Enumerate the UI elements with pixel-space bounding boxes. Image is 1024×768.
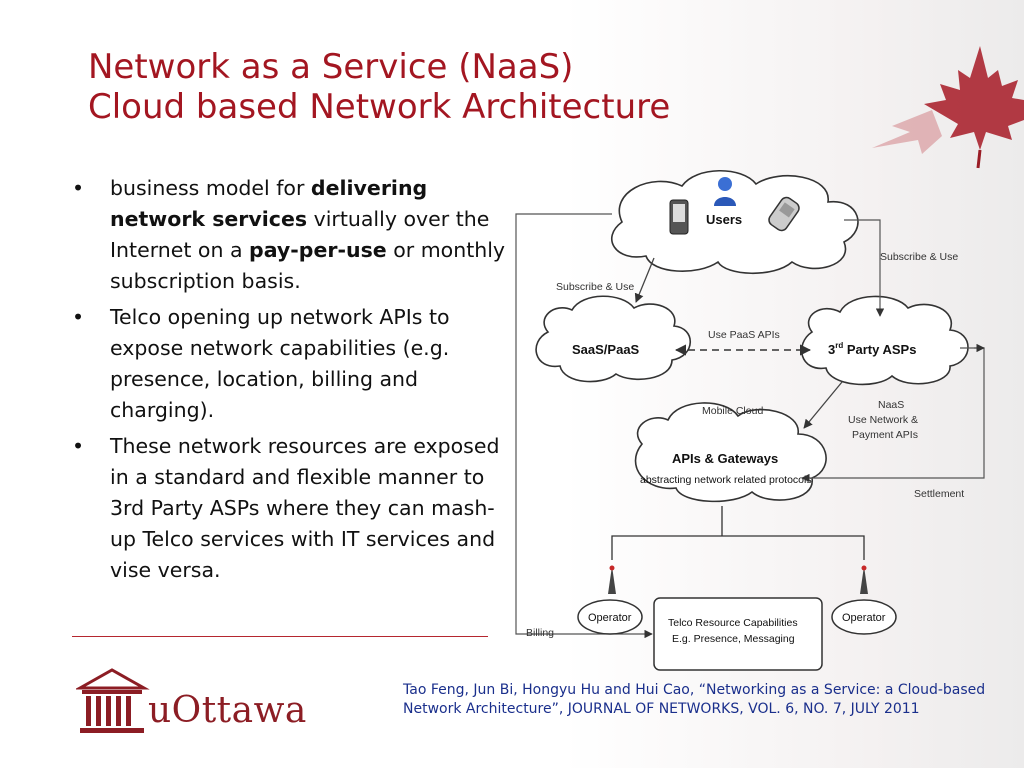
operator-left-label: Operator (588, 612, 632, 624)
third-party-asps-label: 3rd Party ASPs (828, 341, 917, 357)
bullet-text: business model for (110, 176, 311, 200)
bullet-item: • These network resources are exposed in a standard and flexible manner to 3rd Party ASPs where they can mash-up Telco services with IT services and vise versa. (72, 431, 512, 586)
uottawa-wordmark: uOttawa (148, 690, 307, 731)
maple-leaf-icon (862, 40, 1024, 170)
naas-arrow (804, 382, 842, 428)
billing-connector (516, 214, 652, 634)
apis-gateways-label: APIs & Gateways (672, 451, 779, 466)
subscribe-left-arrow (636, 258, 654, 302)
third-party-asps-cloud (802, 296, 968, 384)
billing-label: Billing (526, 627, 555, 639)
settlement-label: Settlement (914, 488, 965, 500)
divider-line (72, 636, 488, 637)
telco-resource-label-1: Telco Resource Capabilities (668, 617, 798, 629)
title-line-1: Network as a Service (NaaS) (88, 47, 574, 87)
bullet-list (72, 173, 512, 591)
saas-paas-label: SaaS/PaaS (572, 342, 640, 357)
apis-gateways-sublabel: abstracting network related protocols (640, 474, 812, 486)
naas-label-2: Use Network & (848, 414, 919, 426)
bullet-item (72, 173, 512, 297)
use-paas-label: Use PaaS APIs (708, 329, 780, 341)
bullet-bold-text: pay-per-use (249, 238, 387, 262)
subscribe-right-label: Subscribe & Use (880, 251, 959, 263)
naas-label: NaaS (878, 399, 905, 411)
subscribe-left-label: Subscribe & Use (556, 281, 635, 293)
bullet-text: virtually over the Internet on a (110, 207, 490, 262)
bullet-text: or monthly subscription basis. (110, 238, 506, 293)
operator-tree (612, 506, 864, 560)
citation-text: Tao Feng, Jun Bi, Hongyu Hu and Hui Cao, “Networking as a Service: a Cloud-based Network Architecture”, JOURNAL OF NETWORKS, VOL. 6, NO. 7, JULY 2011 (403, 682, 986, 717)
antenna-icon (608, 566, 616, 595)
telco-resource-label-2: E.g. Presence, Messaging (672, 633, 795, 645)
operator-right-label: Operator (842, 612, 886, 624)
naas-label-3: Payment APIs (852, 429, 918, 441)
antenna-icon (860, 566, 868, 595)
users-label: Users (706, 212, 743, 227)
naas-architecture-diagram (512, 162, 990, 674)
bullet-bold-text: delivering network services (110, 176, 428, 231)
slide-title (88, 47, 848, 127)
bullet-item: • Telco opening up network APIs to expose network capabilities (e.g. presence, location, billing and charging). (72, 302, 512, 426)
saas-paas-cloud (536, 296, 690, 381)
title-line-2: Cloud based Network Architecture (88, 87, 671, 127)
mobile-cloud-label: Mobile Cloud (702, 405, 764, 417)
